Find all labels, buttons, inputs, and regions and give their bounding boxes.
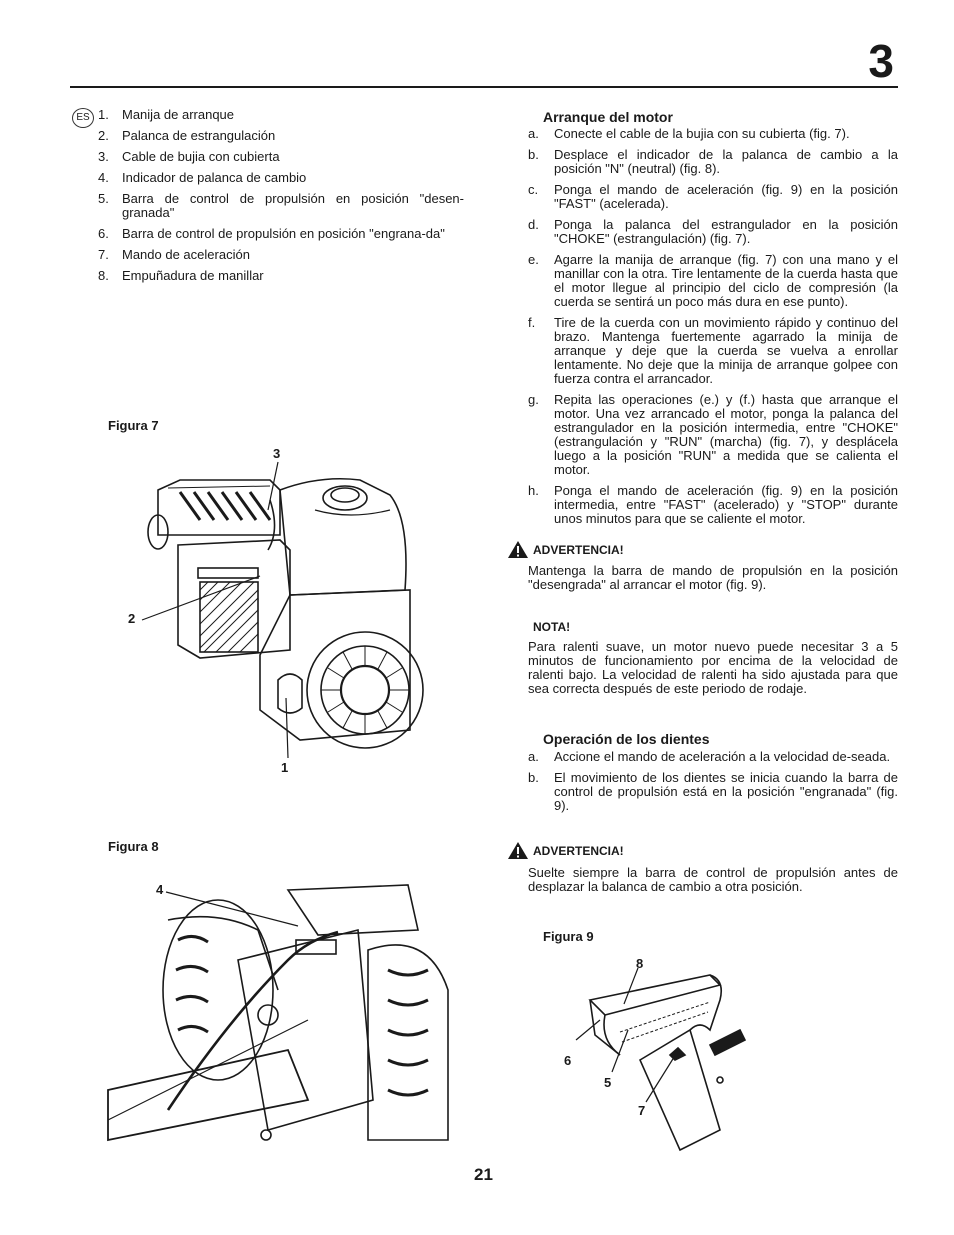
step-item: h. Ponga el mando de aceleración (fig. 9) en la posición intermedia, entre "FAST" (acelerado) y "STOP" durante unos minutos para que se caliente el motor.	[528, 483, 898, 526]
step-item: g. Repita las operaciones (e.) y (f.) hasta que arranque el motor. Una vez arrancado el motor, ponga la palanca del estrangulador en la posición intermedia, entre "CHOKE" (estrangulación y "RUN" (marcha) (fig. 7), y desplácela luego a la posición "RUN" a medida que se calienta el motor.	[528, 392, 898, 477]
page-number: 21	[474, 1165, 493, 1184]
step-item: b. El movimiento de los dientes se inicia cuando la barra de control de propulsión está en la posición "engranada" (fig. 9).	[528, 770, 898, 813]
parts-list	[98, 108, 464, 290]
figure-8-shift-lever-illustration	[108, 870, 448, 1150]
parts-list-item: 6. Barra de control de propulsión en posición "engrana-da"	[98, 226, 445, 241]
header-rule	[70, 86, 898, 88]
warning-text: Suelte siempre la barra de control de propulsión antes de desplazar la balanca de cambio a otra posición.	[528, 865, 898, 894]
step-item: d. Ponga la palanca del estrangulador en la posición "CHOKE" (estrangulación) (fig. 7).	[528, 217, 898, 246]
step-item: f. Tire de la cuerda con un movimiento rápido y continuo del brazo. Mantenga fuertemente agarrado la minija de arranque y deje que la cuerda se vuelva a enrollar lentamente. No deje que la minija de arranque golpee con fuerza contra el arrancador.	[528, 315, 898, 386]
warning-triangle-icon	[507, 841, 529, 860]
warning-text: Mantenga la barra de mando de propulsión en la posición "desengrada" al arrancar el motor (fig. 9).	[528, 563, 898, 592]
figure-7-callout: 1	[281, 760, 289, 775]
step-item: a. Accione el mando de aceleración a la velocidad de-seada.	[528, 749, 891, 764]
tines-steps	[528, 750, 898, 820]
step-item: e. Agarre la manija de arranque (fig. 7) con una mano y el manillar con la otra. Tire lentamente de la cuerda hasta que el motor llegue al principio del ciclo de compresión (la cuerda se sentirá un poco más dura en ese punto).	[528, 252, 898, 309]
figure-9-callout: 6	[564, 1053, 572, 1068]
engine-start-heading: Arranque del motor	[543, 109, 673, 125]
parts-list-item: 1. Manija de arranque	[98, 107, 235, 122]
warning-heading	[507, 841, 624, 860]
figure-8-callout: 4	[156, 882, 164, 897]
figure-9-callout: 7	[638, 1103, 646, 1118]
engine-start-steps	[528, 127, 898, 533]
figure-9-callout: 5	[604, 1075, 612, 1090]
figure-8-label: Figura 8	[108, 839, 159, 854]
step-item: b. Desplace el indicador de la palanca de cambio a la posición "N" (neutral) (fig. 8).	[528, 147, 898, 176]
note-title: NOTA!	[533, 620, 571, 634]
figure-7-engine-illustration	[120, 440, 440, 780]
warning-heading	[507, 540, 624, 559]
parts-list-item: 8. Empuñadura de manillar	[98, 268, 264, 283]
step-item: c. Ponga el mando de aceleración (fig. 9) en la posición "FAST" (acelerada).	[528, 182, 898, 211]
warning-title: ADVERTENCIA!	[533, 542, 624, 557]
warning-triangle-icon	[507, 540, 529, 559]
figure-9-callout: 8	[636, 956, 644, 971]
parts-list-item: 7. Mando de aceleración	[98, 247, 250, 262]
figure-7-callout: 2	[128, 611, 136, 626]
parts-list-item: 2. Palanca de estrangulación	[98, 128, 276, 143]
language-badge: ES	[72, 108, 94, 128]
step-item: a. Conecte el cable de la bujia con su cubierta (fig. 7).	[528, 126, 850, 141]
figure-9-label: Figura 9	[543, 929, 594, 944]
chapter-number: 3	[868, 35, 894, 87]
note-text: Para ralenti suave, un motor nuevo puede necesitar 3 a 5 minutos de funcionamiento por encima de la velocidad de ralenti bajo. La velocidad de ralenti ha sido ajustada para que sea correcta después de este periodo de rodaje.	[528, 639, 898, 696]
parts-list-item: 4. Indicador de palanca de cambio	[98, 170, 307, 185]
figure-7-label: Figura 7	[108, 418, 159, 433]
parts-list-item: 5. Barra de control de propulsión en posición "desen-granada"	[98, 191, 464, 220]
figure-9-handlebar-illustration	[560, 960, 760, 1150]
figure-7-callout: 3	[273, 446, 281, 461]
tines-heading: Operación de los dientes	[543, 731, 710, 747]
warning-title: ADVERTENCIA!	[533, 843, 624, 858]
parts-list-item: 3. Cable de bujia con cubierta	[98, 149, 280, 164]
